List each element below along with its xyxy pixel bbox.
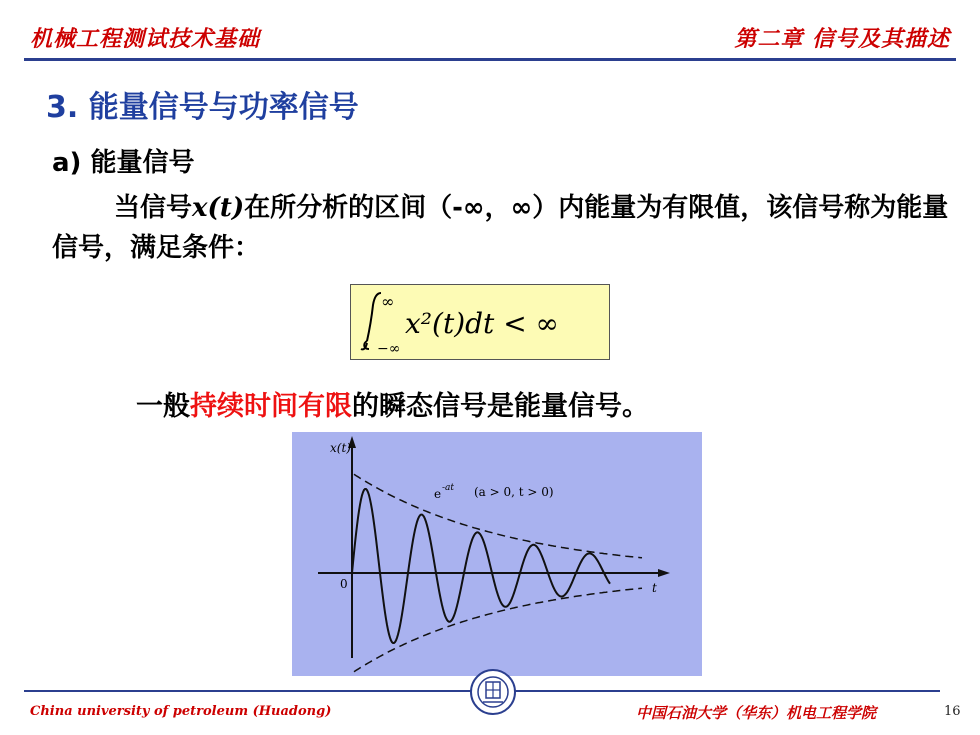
course-title: 机械工程测试技术基础	[30, 27, 261, 52]
section-title: 3. 能量信号与功率信号	[46, 90, 359, 125]
statement-prefix: 一般	[136, 391, 190, 422]
origin-label: 0	[340, 577, 348, 591]
university-logo	[469, 668, 517, 716]
formula-svg	[351, 285, 609, 359]
envelope-exponent: -at	[442, 483, 455, 493]
statement-suffix: 的瞬态信号是能量信号。	[352, 391, 649, 422]
y-axis-label: x(t)	[330, 441, 351, 455]
envelope-label: e	[434, 487, 442, 501]
x-axis-arrow	[658, 569, 670, 577]
figure-svg	[292, 432, 702, 676]
lower-limit: −∞	[377, 341, 401, 357]
x-axis-label: t	[652, 581, 657, 595]
university-seal-icon	[469, 668, 517, 716]
lower-envelope	[354, 588, 642, 672]
footer-college-cn: 中国石油大学（华东）机电工程学院	[636, 704, 877, 722]
header-divider	[24, 58, 956, 61]
decaying-oscillation-figure	[292, 432, 702, 676]
oscillation-curve	[352, 489, 610, 643]
integrand: x²(t)dt < ∞	[405, 307, 559, 340]
statement-highlight: 持续时间有限	[190, 391, 352, 422]
chapter-title: 第二章 信号及其描述	[734, 27, 950, 52]
paragraph-text-1: 当信号	[114, 193, 193, 223]
page-number: 16	[944, 704, 961, 719]
energy-signal-statement	[136, 384, 649, 423]
upper-limit: ∞	[381, 292, 395, 311]
paragraph-text-2: 在所分析的区间（-∞，∞）内能量为有限值，该信号称为能量信号，满足条件：	[52, 193, 949, 263]
section-subtitle: a) 能量信号	[52, 148, 195, 178]
definition-paragraph	[52, 188, 952, 268]
energy-condition-formula	[350, 284, 610, 360]
envelope-condition: (a > 0, t > 0)	[474, 485, 554, 499]
footer-university-en: China university of petroleum (Huadong)	[30, 704, 332, 719]
signal-symbol: x(t)	[192, 193, 245, 223]
